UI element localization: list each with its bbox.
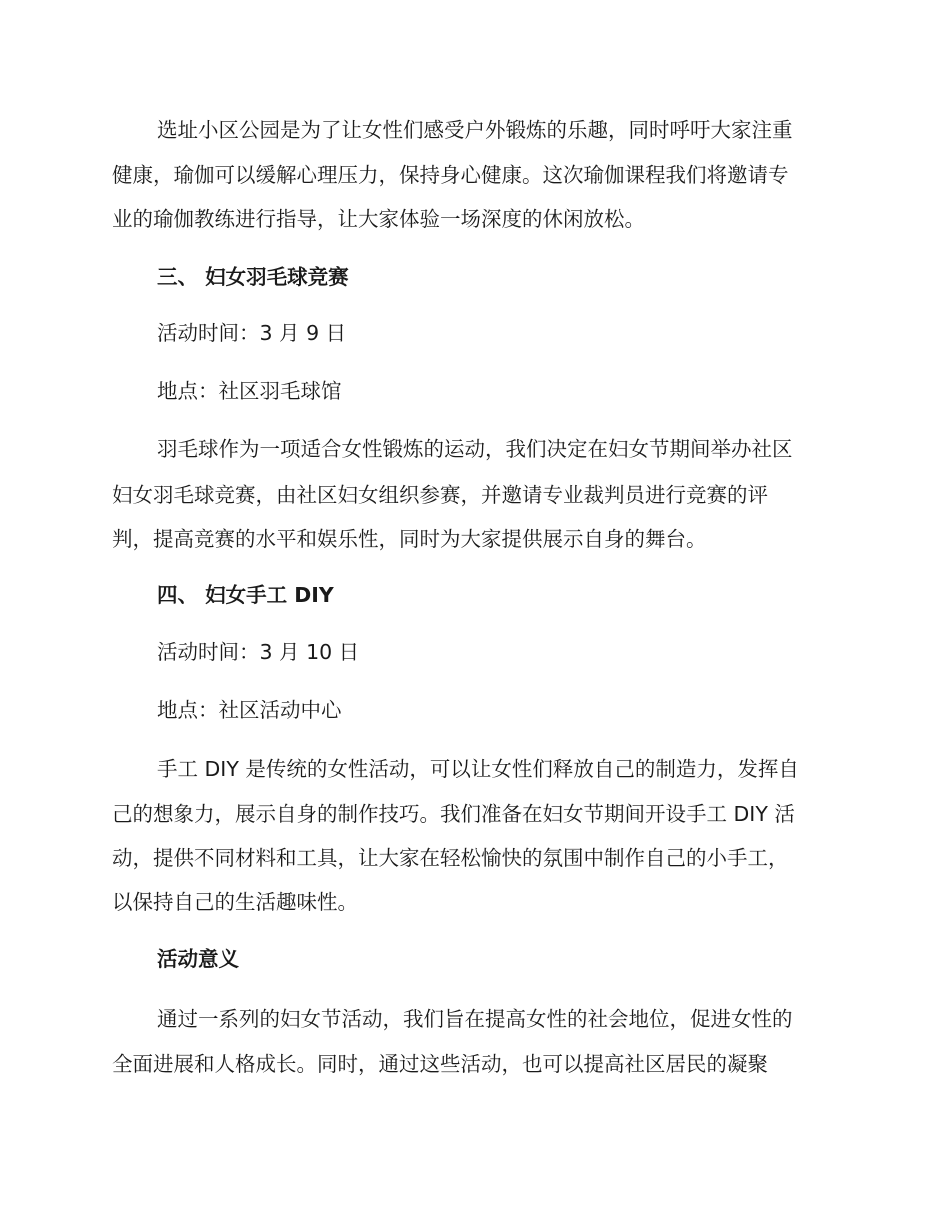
paragraph-line: 业的瑜伽教练进行指导，让大家体验一场深度的休闲放松。 [112, 207, 645, 231]
section-heading-badminton: 三、 妇女羽毛球竞赛 [157, 265, 349, 289]
activity-place: 地点：社区活动中心 [157, 698, 342, 722]
paragraph-line: 手工 DIY 是传统的女性活动，可以让女性们释放自己的制造力，发挥自 [157, 757, 799, 781]
activity-time: 活动时间：3 月 10 日 [157, 640, 360, 664]
paragraph-line: 己的想象力，展示自身的制作技巧。我们准备在妇女节期间开设手工 DIY 活 [112, 802, 795, 826]
paragraph-line: 动，提供不同材料和工具，让大家在轻松愉快的氛围中制作自己的小手工， [112, 846, 789, 870]
paragraph-line: 选址小区公园是为了让女性们感受户外锻炼的乐趣，同时呼吁大家注重 [157, 118, 793, 142]
section-heading-diy: 四、 妇女手工 DIY [157, 583, 334, 607]
paragraph-line: 妇女羽毛球竞赛，由社区妇女组织参赛，并邀请专业裁判员进行竞赛的评 [112, 483, 768, 507]
paragraph-line: 判，提高竞赛的水平和娱乐性，同时为大家提供展示自身的舞台。 [112, 527, 707, 551]
paragraph-line: 健康，瑜伽可以缓解心理压力，保持身心健康。这次瑜伽课程我们将邀请专 [112, 163, 789, 187]
paragraph-line: 全面进展和人格成长。同时，通过这些活动，也可以提高社区居民的凝聚 [112, 1052, 768, 1076]
paragraph-line: 以保持自己的生活趣味性。 [112, 890, 358, 914]
activity-time: 活动时间：3 月 9 日 [157, 321, 347, 345]
activity-place: 地点：社区羽毛球馆 [157, 379, 342, 403]
paragraph-line: 羽毛球作为一项适合女性锻炼的运动，我们决定在妇女节期间举办社区 [157, 437, 793, 461]
paragraph-line: 通过一系列的妇女节活动，我们旨在提高女性的社会地位，促进女性的 [157, 1007, 793, 1031]
section-heading-significance: 活动意义 [157, 947, 239, 971]
